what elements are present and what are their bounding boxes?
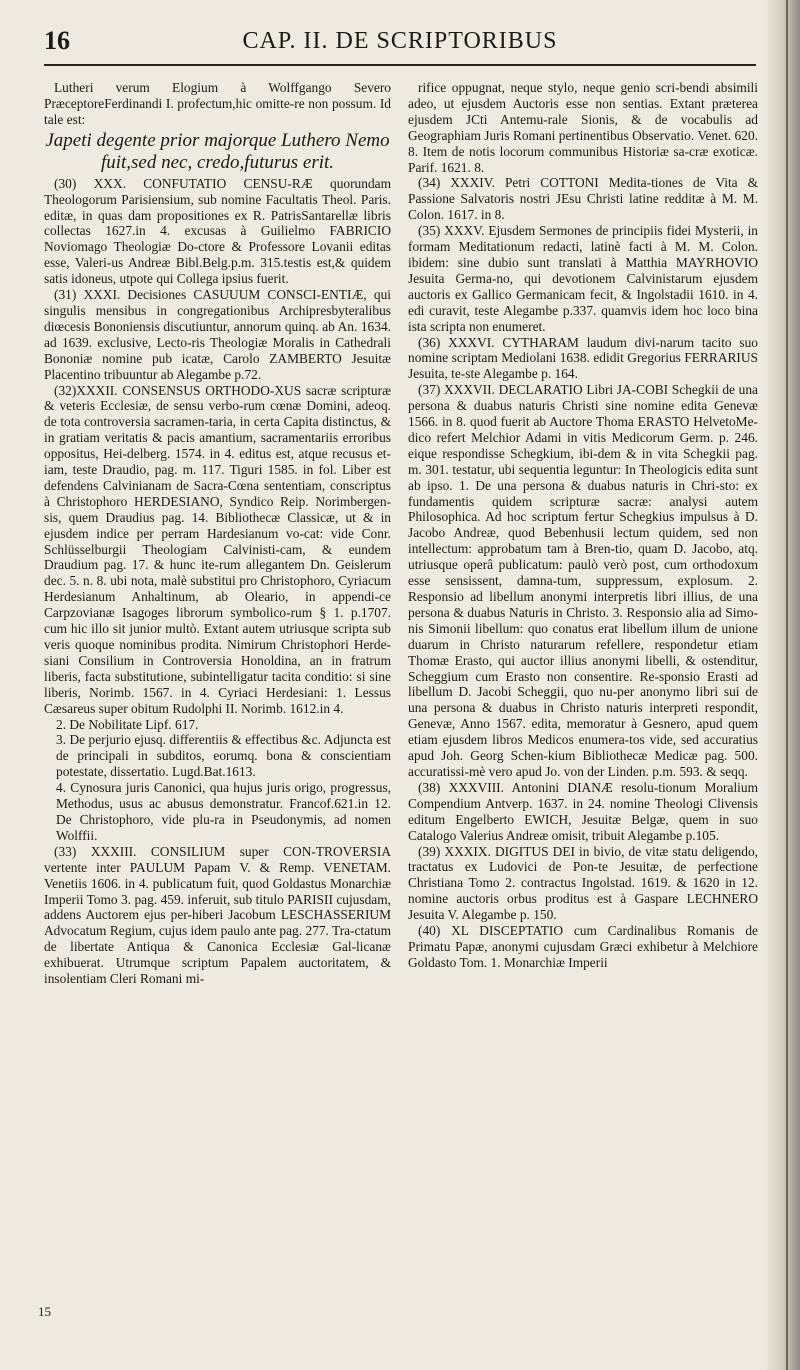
text-paragraph: (33) XXXIII. CONSILIUM super CON-TROVERSIA vertente inter PAULUM Papam V. & Remp. VENETAM. Venetiis 1606. in 4. publicatum fuit, quod Goldastus Monarchiæ Imperii Tomo 3. pag. 459. inferuit, sub titulo PARISII cujusdam, addens Auctorem ejus per-hiberi Jacobum LESCHASSERIUM Advocatum Regium, cujus idem paulo ante pag. 277. Tra-ctatum de libertate Antiqua & Canonica Ecclesiæ Gal-licanæ exhibuerat. Utrumque scriptum Papalem auctoritatem, & insolentiam Cleri Romani mi- [44,843,391,987]
binding-edge [786,0,788,1370]
text-paragraph: (38) XXXVIII. Antonini DIANÆ resolu-tionum Moralium Compendium Antverp. 1637. in 24. nomine Theologi Clivensis editum Engelberto EWICH, Jesuitæ Belgæ, quem in suo Catalogo Valerius Andreæ omisit, tribuit Alegambe p.105. [408,779,758,843]
text-paragraph: (36) XXXVI. CYTHARAM laudum divi-narum tacito suo nomine scriptam Mediolani 1638. edidit Gregorius FERRARIUS Jesuita, te-ste Alegambe p. 164. [408,334,758,382]
elogium-verse: Japeti degente prior majorque Luthero Nemo fuit,sed nec, credo,futurus erit. [45,129,390,173]
page-number: 16 [44,26,70,55]
left-column [44,80,391,987]
text-paragraph: Lutheri verum Elogium à Wolffgango Severo PræceptoreFerdinandi I. profectum,hic omitte-re non possum. Id tale est: [44,80,391,127]
text-paragraph: (35) XXXV. Ejusdem Sermones de principiis fidei Mysterii, in formam Meditationum redacti, latinè facti à M. M. Colon. ibidem: sine dubio sunt translati à Matthia MAYRHOVIO Jesuita Germa-no, qui devotionem Calvinistarum ejusdem auctoris ex Gallico Germanicam fecit, & Ingolstadii 1610. in 4. edi curavit, teste Alegambe p.337. quamvis idem hoc loco bina ista scripta non enumeret. [408,223,758,334]
text-paragraph: (32)XXXII. CONSENSUS ORTHODO-XUS sacræ scripturæ & veteris Ecclesiæ, de sensu verbo-rum cœnæ Domini, adeoq. de tota controversia sacramen-taria, in certa Capita distinctus, & in gratiam veritatis & pacis amantium, sacramentariis erroribus oppositus, Hei-delberg. 1574. in 4. editus est, atque recusus et-iam, teste Draudio, pag. m. 117. Tiguri 1585. in fol. Liber est defendens Calvinianam de Sacra-Cœna sententiam, conscriptus à Christophoro HERDESIANO, Syndico Reip. Norimbergen-sis, quem Draudius pag. 14. Bibliothecæ Classicæ, ut & in ejusdem indice per perram Hardesianum vo-cat: vide Conr. Schlüsselburgii Theologiam Calvinisti-cam, & eundem Draudium pag. 17. & hunc ite-rum allegantem Dn. Geislerum dec. 5. n. 8. ubi nota, malè substitui pro Christophoro, Cyriacum Herdesianum Anhaltinum, ab Oleario, in appendi-ce Carpzovianæ Isagoges librorum symbolico-rum § 1. p.1707. cum hic illo sit junior multò. Extant autem utriusque scripta sub veris quoque nominibus prodita. Nimirum Christophori Herde-siani Consilium in Controversia Honoldina, an in fratrum liberis, facta substitutione, subintelligatur tacita conditio: si sine liberis, Norimb. 1567. in 4. Cyriaci Herdesiani: 1. Lessus Cæsareus super obitum Rudolphi II. Norimb. 1612.in 4. [44,382,391,716]
text-paragraph: 2. De Nobilitate Lipf. 617. [56,716,199,732]
page-edge-shadow [764,0,800,1370]
text-paragraph: (40) XL DISCEPTATIO cum Cardinalibus Romanis de Primatu Papæ, anonymi cujusdam Græci exhibetur à Melchiore Goldasto Tom. 1. Monarchiæ Imperii [408,923,758,970]
page-header [44,22,756,62]
text-paragraph: (31) XXXI. Decisiones CASUUUM CONSCI-ENTIÆ, qui singulis mensibus in congregationibus Archipresbyteralibus diœcesis Bononiensis discutiuntur, annorum quinq. ab An. 1634. ad 1639. exclusive, Lecto-ris Theologiæ Moralis in Cathedrali Bononiæ nomine pub icatæ, Carolo ZAMBERTO Jesuitæ Placentino tribuuntur ab Alegambe p.72. [44,287,391,382]
header-rule [44,64,756,66]
text-paragraph: (37) XXXVII. DECLARATIO Libri JA-COBI Schegkii de una persona & duabus naturis Christi sine nomine edita Genevæ 1566. in 8. quod fuerit ab Auctore Thoma ERASTO HelvetoMe-dico refert Melchior Adami in vitis Medicorum Germ. p. 246. eique respondisse Schegkium, ibi-dem & in vita Schegkii pag. m. 301. testatur, ubi sequentia leguntur: In Theologicis edita sunt ab ipso. 1. De una persona & duabus naturis in Chri-sto: ex fundamentis quidem scripturæ sacræ: analysi autem Philosophica. Ad hoc scriptum fertur Schegkius impulsus à D. Jacobo Andreæ, quod Bebenhusii lectum quidem, sed non intellectum: approbatum tam à Bren-tio, quam D. Jacobo, atq. utriusque operâ publicatum: paulò verò post, cum orthodoxum esse sensissent, damna-tum, suppressum, explosum. 2. Responsio ad libellum anonymi interpretis libri illius, de una persona & duabus Naturis in Christo. 3. Responsio alia ad Simo-nis Simonii libellum: quo conatus erat libellum illum de unione duarum in Christo naturarum refellere, respondetur etiam Thomæ Erasto, qui auctor illius anonymi libelli, & ostenditur, Scheggium cum Erasto non consentire. Re-sponsio Erasti ad libellum D. Jacobi Scheggii, quo nu-per anonymo libri sui de una persona & duabus in Christo naturis interpreti respondit, Genevæ, Anno 1567. edita, memoratur à Gesnero, apud quem etiam ejusdem libros Medicos enumera-tos vide, sed accuratius apud Joh. Georg Schen-kium Bibliothecæ Medicæ pag. 500. accuratissi-mè vero apud Jo. von der Linden. p.m. 593. & seqq. [408,382,758,779]
text-paragraph: 3. De perjurio ejusq. differentiis & effectibus &c. Adjuncta est de principali in subditos, eorumq. bona & conscientiam potestate, dissertatio. Lugd.Bat.1613. [56,732,391,780]
text-paragraph: (34) XXXIV. Petri COTTONI Medita-tiones de Vita & Passione Salvatoris nostri JEsu Christi latine redditæ à M. M. Colon. 1617. in 8. [408,175,758,223]
right-column [408,80,758,971]
running-head: CAP. II. DE SCRIPTORIBUS [242,28,558,54]
text-paragraph: 4. Cynosura juris Canonici, qua hujus juris origo, progressus, Methodus, usus ac abusus demonstratur. Francof.621.in 12. De Christophoro, vide plu-ra in Pseudonymis, ad nomen Wolffii. [56,780,391,843]
text-paragraph: rifice oppugnat, neque stylo, neque genio scri-bendi absimili adeo, ut ejusdem Auctoris esse non sentias. Extant præterea ejusdem JCti Antemu-rale Sionis, & de vocabulis ad Geographiam Juris Romani pertinentibus Observatio. Venet. 620. 8. Item de notis locorum communibus Historiæ sa-cræ exoticæ. Parif. 1621. 8. [408,80,758,175]
text-paragraph: (30) XXX. CONFUTATIO CENSU-RÆ quorundam Theologorum Parisiensium, sub nomine Facultatis Theol. Paris. editæ, in quas dam propositiones ex R. PatrisSantarellæ libris collectas 1627.in 4. excusas à Guilielmo FABRICIO Noviomago Theologiæ Do-ctore & Professore Lovanii editas esse, Valeri-us Andreæ Bibl.Belg.p.m. 315.testis est,& quidem satis idoneus, utpote qui Collega ipsius fuerit. [44,175,391,287]
margin-line-number: 15 [38,1304,51,1319]
text-paragraph: (39) XXXIX. DIGITUS DEI in bivio, de vitæ statu deligendo, tractatus ex Ludovici de Pon-te Jesuitæ, de perfectione Christiana Tomo 2. contractus Ingolstad. 1619. & 1620 in 12. nomine auctoris orbus proditus est à Gaspare LECHNERO Jesuita V. Alegambe p. 150. [408,843,758,923]
